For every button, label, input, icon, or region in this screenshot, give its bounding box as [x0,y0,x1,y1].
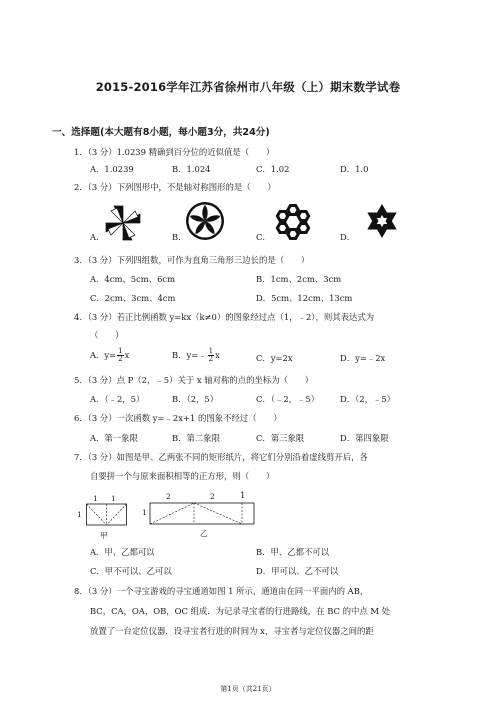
fraction-numerator: 1 [118,347,123,355]
q4-option-d: D．y=﹣2x [340,353,386,363]
fraction-denominator: 2 [208,355,214,363]
q1-option-d: D．1.0 [340,164,369,174]
q1-option-b: B．1.024 [172,164,211,174]
fraction-numerator: 1 [208,347,214,355]
q4-option-a [90,348,129,363]
one-half-fraction [208,348,214,363]
q4-option-c: C．y=2x [256,353,293,363]
question-1-stem: 1．（3 分）1.0239 精确到百分位的近似值是（ ） [74,147,275,157]
circle-petal-figure [184,200,226,242]
q2-option-c: C． [256,232,271,242]
question-6-stem: 6．（3 分）一次函数 y=﹣2x+1 的图象不经过（ ） [74,413,282,423]
rectangle-jia-figure [84,499,130,531]
hexagon-ring-figure [272,202,314,242]
q7-option-d: D．甲可以、乙不可以 [256,566,339,576]
question-2-stem: 2．（3 分）下列图形中，不是轴对称图形的是（ ） [74,182,276,192]
q4-option-b [172,348,220,363]
exam-title: 2015-2016学年江苏省徐州市八年级（上）期末数学试卷 [95,80,401,94]
question-5-stem: 5．（3 分）点 P（2，﹣5）关于 x 轴对称的点的坐标为（ ） [74,375,314,385]
rectangle-yi-figure [146,499,258,527]
yi-top-label-1: 2 [166,492,171,501]
q6-option-d: D．第四象限 [340,433,389,443]
pinwheel-figure [104,204,142,242]
page-footer: 第1页（共21页） [220,685,276,693]
question-8-line-1: 8．（3 分）一个寻宝游戏的寻宝通道如图 1 所示，通道由在同一平面内的 AB， [74,586,369,596]
section-heading: 一、选择题(本大题有8小题，每小题3分，共24分) [52,127,270,138]
jia-left-label: 1 [77,510,82,519]
question-4-stem: 4．（3 分）若正比例函数 y=kx（k≠0）的图象经过点（1，﹣2），则其表达式为 [74,312,375,322]
q3-option-a: A．4cm、5cm、6cm [90,274,176,284]
fraction-denominator: 2 [118,355,123,363]
yi-top-label-3: 1 [240,490,246,500]
q2-option-a: A． [90,232,105,242]
q1-option-c: C．1.02 [256,164,290,174]
q7-option-b: B．甲、乙都不可以 [256,547,330,557]
jia-top-label-2: 1 [111,494,116,503]
q7-option-c: C．甲不可以、乙可以 [90,566,172,576]
hexagram-figure [366,202,398,240]
q3-option-b: B．1cm、2cm、3cm [256,274,342,284]
q4-option-a-suffix: x [124,350,130,360]
yi-name-label: 乙 [200,529,208,538]
question-7-stem-cont: 自要拼一个与原来面积相等的正方形，则（ ） [90,471,275,481]
yi-top-label-2: 2 [210,492,215,501]
q3-option-d: D．5cm、12cm、13cm [256,293,353,303]
q5-option-c: C．（﹣2，﹣5） [256,394,320,404]
jia-name-label: 甲 [100,531,108,540]
question-8-line-3: 放置了一台定位仪器．设寻宝者行进的时间为 x，寻宝者与定位仪器之间的距 [90,626,374,636]
q4-option-b-suffix: x [215,350,220,360]
q2-option-b: B． [172,232,187,242]
q2-option-d: D． [340,232,356,242]
q4-option-b-prefix: B．y=﹣ [172,350,207,360]
q3-option-c: C．2cm、3cm、4cm [90,293,176,303]
q6-option-a: A．第一象限 [90,433,138,443]
q1-option-a: A．1.0239 [90,164,134,174]
question-3-stem: 3．（3 分）下列四组数，可作为直角三角形三边长的是（ ） [74,255,310,265]
q5-option-a: A．（﹣2，5） [90,394,145,404]
yi-left-label: 1 [142,508,147,517]
question-4-stem-cont: （ ） [90,330,124,340]
question-7-stem: 7．（3 分）如图是甲、乙两张不同的矩形纸片，将它们分别沿着虚线剪开后，各 [74,452,368,462]
one-half-fraction [117,348,123,363]
q5-option-d: D．（2，﹣5） [340,394,396,404]
q4-option-a-prefix: A．y= [90,350,117,360]
q5-option-b: B．（2，5） [172,394,219,404]
q6-option-c: C．第三象限 [256,433,305,443]
q7-option-a: A．甲、乙都可以 [90,547,155,557]
q6-option-b: B．第二象限 [172,433,221,443]
question-8-line-2: BC，CA，OA，OB，OC 组成．为记录寻宝者的行进路线，在 BC 的中点 M 处 [90,606,390,616]
jia-top-label-1: 1 [93,494,98,503]
